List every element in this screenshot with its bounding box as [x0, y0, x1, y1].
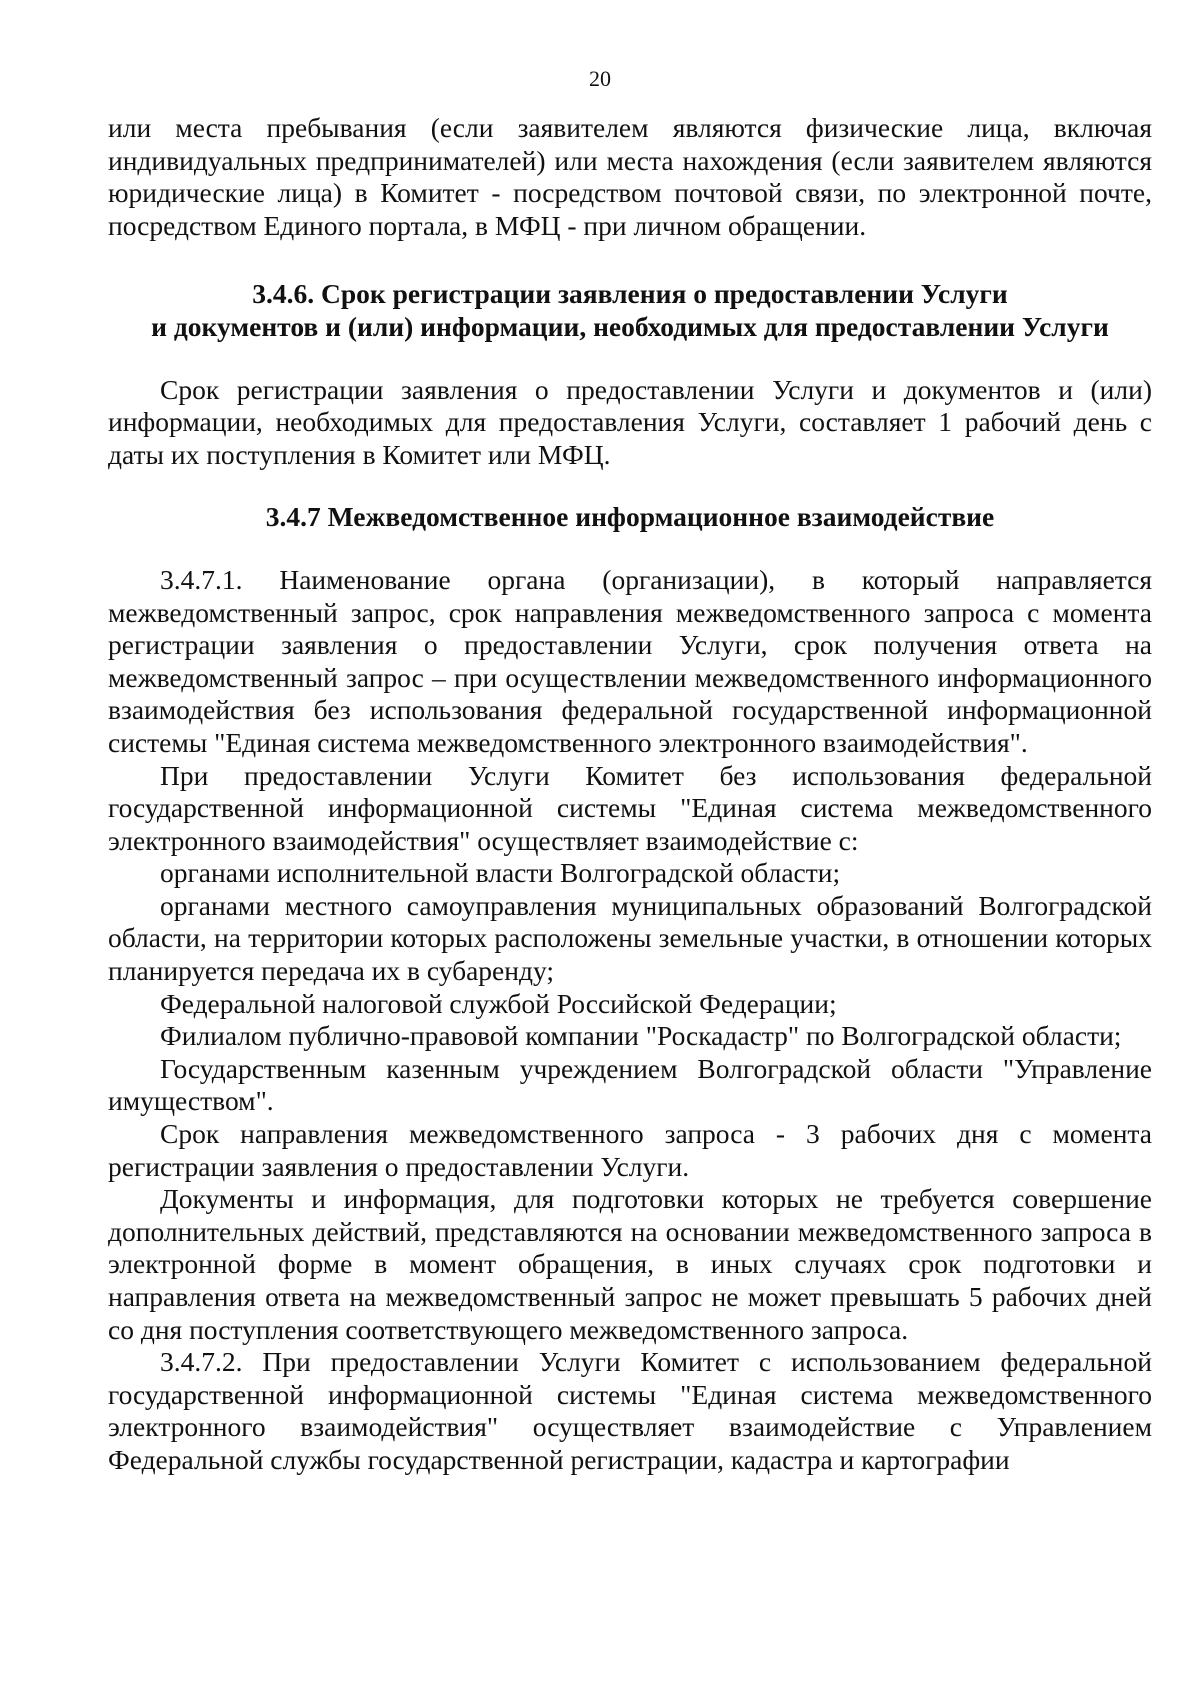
list-item-executive-bodies: органами исполнительной власти Волгоградской области; — [160, 857, 841, 889]
list-item-property-management: Государственным казенным учреждением Волгоградской области "Управление имуществом". — [108, 1052, 1152, 1117]
list-item-roskadastr: Филиалом публично-правовой компании "Роскадастр" по Волгоградской области; — [160, 1020, 1122, 1052]
paragraph-3-4-7-1: 3.4.7.1. Наименование органа (организации), в который направляется межведомственный запрос, срок направления межведомственного запроса с момента регистрации заявления о предоставлении Услуги, срок получения ответа на межведомственный запрос – при осуществлении межведомственного информационного взаимодействия без использования федеральной государственной информационной системы "Единая система межведомственного электронного взаимодействия". — [108, 563, 1152, 758]
paragraph-registration-term: Срок регистрации заявления о предоставлении Услуги и документов и (или) информации, необходимых для предоставления Услуги, составляет 1 рабочий день с даты их поступления в Комитет или МФЦ. — [108, 373, 1152, 470]
section-heading-3-4-6-line1: 3.4.6. Срок регистрации заявления о предоставлении Услуги — [252, 278, 1008, 310]
section-heading-3-4-7: 3.4.7 Межведомственное информационное взаимодействие — [265, 501, 995, 533]
paragraph-response-term: Документы и информация, для подготовки которых не требуется совершение дополнительных действий, представляются на основании межведомственного запроса в электронной форме в момент обращения, в иных случаях срок подготовки и направления ответа на межведомственный запрос не может превышать 5 рабочих дней со дня поступления соответствующего межведомственного запроса. — [108, 1183, 1152, 1345]
page-number: 20 — [589, 66, 611, 91]
paragraph-interaction-intro: При предоставлении Услуги Комитет без использования федеральной государственной информационной системы "Единая система межведомственного электронного взаимодействия" осуществляет взаимодействие с: — [108, 759, 1152, 856]
paragraph-3-4-7-2: 3.4.7.2. При предоставлении Услуги Комитет с использованием федеральной государственной информационной системы "Единая система межведомственного электронного взаимодействия" осуществляет взаимодействие с Управлением Федеральной службы государственной регистрации, кадастра и картографии — [108, 1346, 1152, 1475]
document-body — [108, 112, 1152, 1477]
section-heading-3-4-6-line2: и документов и (или) информации, необходимых для предоставлении Услуги — [151, 310, 1109, 342]
list-item-tax-service: Федеральной налоговой службой Российской Федерации; — [160, 987, 837, 1019]
list-item-local-government: органами местного самоуправления муниципальных образований Волгоградской области, на территории которых расположены земельные участки, в отношении которых планируется передача их в субаренду; — [108, 889, 1152, 987]
paragraph-request-term: Срок направления межведомственного запроса - 3 рабочих дня с момента регистрации заявления о предоставлении Услуги. — [108, 1118, 1152, 1182]
paragraph-continuation: или места пребывания (если заявителем являются физические лица, включая индивидуальных предпринимателей) или места нахождения (если заявителем являются юридические лица) в Комитет - посредством почтовой связи, по электронной почте, посредством Единого портала, в МФЦ - при личном обращении. — [108, 112, 1152, 241]
